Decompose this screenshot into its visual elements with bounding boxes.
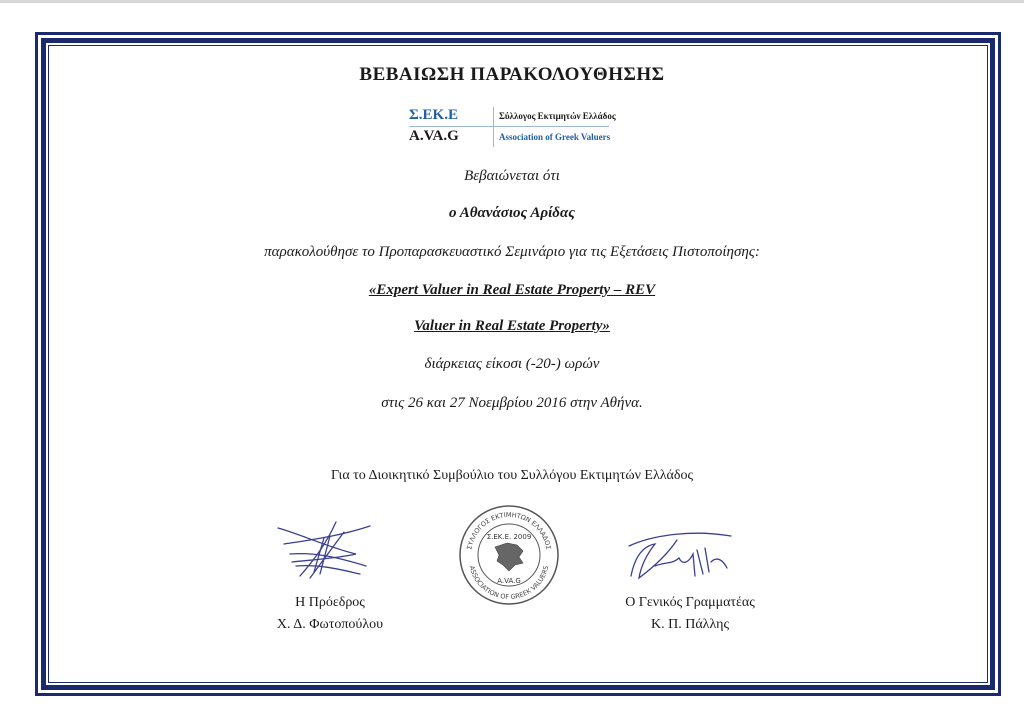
association-seal (457, 503, 561, 607)
signer-president-name: Χ. Δ. Φωτοπούλου (276, 617, 384, 632)
signer-secretary-name: Κ. Π. Πάλλης (651, 617, 729, 632)
seal-center-bottom: A.VA.G (497, 577, 521, 585)
logo-name-greek: Σύλλογος Εκτιμητών Ελλάδος (499, 111, 616, 121)
attended-line: παρακολούθησε το Προπαρασκευαστικό Σεμινάριο για τις Εξετάσεις Πιστοποίησης: (264, 244, 760, 260)
association-logo (409, 107, 619, 147)
logo-divider (409, 126, 609, 127)
logo-abbr-english: A.VA.G (409, 128, 459, 144)
logo-abbr-greek: Σ.ΕΚ.Ε (409, 107, 458, 123)
certified-line: Βεβαιώνεται ότι (464, 168, 560, 184)
signature-president (270, 514, 380, 584)
logo-name-english: Association of Greek Valuers (499, 132, 611, 142)
course-title-line2: Valuer in Real Estate Property» (414, 318, 610, 334)
certificate-title: ΒΕΒΑΙΩΣΗ ΠΑΡΑΚΟΛΟΥΘΗΣΗΣ (359, 64, 665, 85)
seal-text-top: ΣΥΛΛΟΓΟΣ ΕΚΤΙΜΗΤΩΝ ΕΛΛΑΔΟΣ (465, 510, 553, 551)
logo-divider-vertical (493, 107, 494, 147)
duration-line: διάρκειας είκοσι (-20-) ωρών (424, 356, 600, 372)
signer-president-role: Η Πρόεδρος (295, 595, 365, 610)
course-title-line1: «Expert Valuer in Real Estate Property – REV (368, 282, 656, 298)
top-edge-line (0, 0, 1024, 3)
seal-text-bottom: ASSOCIATION OF GREEK VALUERS (467, 564, 551, 602)
dates-line: στις 26 και 27 Νοεμβρίου 2016 στην Αθήνα. (381, 395, 643, 411)
board-line: Για το Διοικητικό Συμβούλιο του Συλλόγου Εκτιμητών Ελλάδος (330, 468, 694, 483)
seal-map-icon (495, 543, 523, 571)
attendee-name: ο Αθανάσιος Αρίδας (449, 205, 575, 221)
signer-secretary-role: Ο Γενικός Γραμματέας (625, 595, 755, 610)
signer-president (220, 592, 440, 636)
signature-secretary (625, 526, 735, 586)
signer-secretary (580, 592, 800, 636)
seal-center-top: Σ.ΕΚ.Ε. 2009 (486, 533, 532, 541)
